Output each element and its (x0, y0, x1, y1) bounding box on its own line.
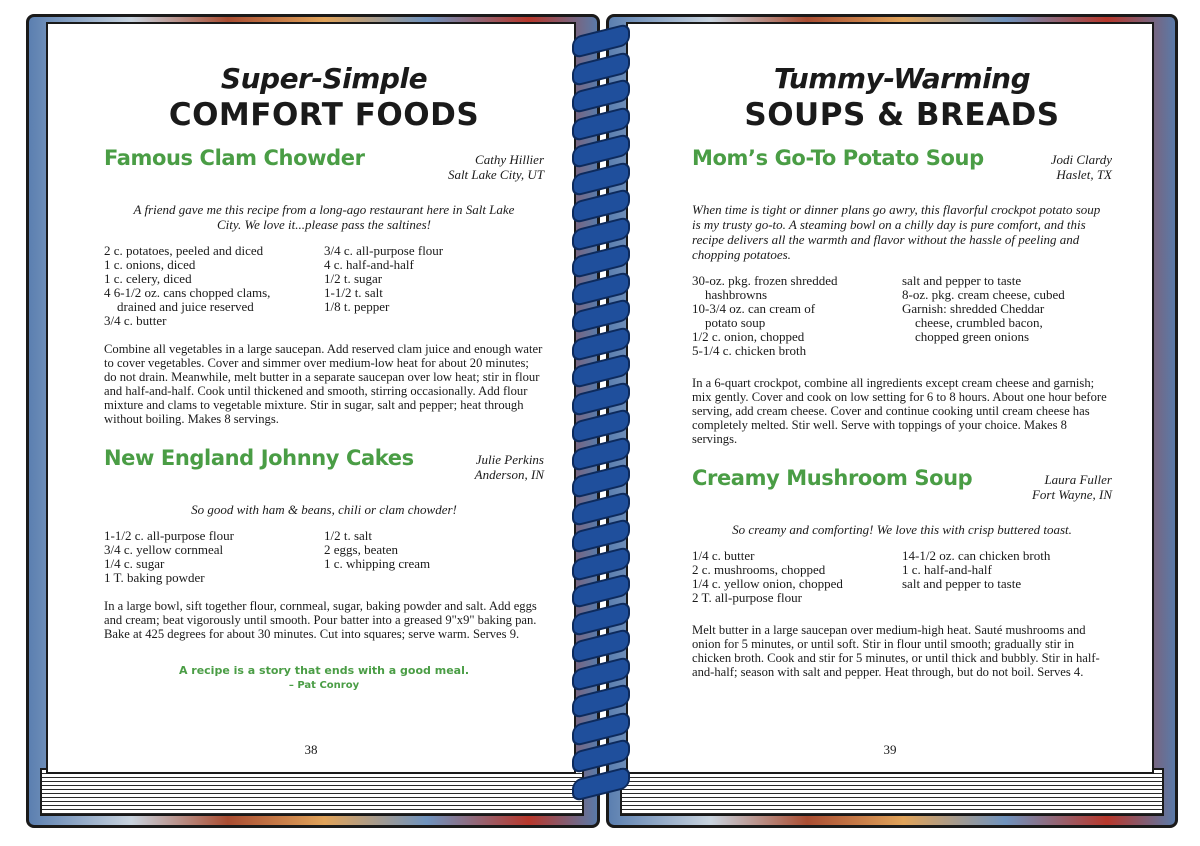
ingredient-line: 5-1/4 c. chicken broth (692, 343, 807, 358)
recipe-mushroom-soup (692, 466, 1112, 679)
ingredients-column-2 (902, 274, 1112, 358)
ingredient-line: 10-3/4 oz. can cream of (692, 301, 816, 316)
ingredient-line: chopped green onions (902, 329, 1030, 344)
author-place: Anderson, IN (474, 467, 544, 482)
ingredient-line: 3/4 c. butter (104, 313, 167, 328)
recipe-title: New England Johnny Cakes (104, 446, 414, 470)
ingredient-line: 1/8 t. pepper (324, 299, 390, 314)
ingredient-line: 30-oz. pkg. frozen shredded (692, 273, 838, 288)
ingredient-line: 1/4 c. butter (692, 548, 755, 563)
recipe-directions: In a 6-quart crockpot, combine all ingredients except cream cheese and garnish; mix gently. Cover and cook on low setting for 6 to 8 hours. About one hour before serving, add cream cheese. Cover and continue cooking until cream cheese has completely melted. Stir well. Serve with toppings of your choice. Makes 8 servings. (692, 376, 1107, 446)
quote-author: – Pat Conroy (288, 680, 360, 691)
recipe-author (1051, 152, 1112, 182)
recipe-directions: Combine all vegetables in a large saucepan. Add reserved clam juice and enough water to cover vegetables. Cover and simmer over medium-low heat for about 20 minutes; do not drain. Meanwhile, melt butter in a separate saucepan over low heat; stir in flour and half-and-half. Cook until thickened and smooth, stirring occasionally. Add flour mixture and clams to vegetable mixture. Stir in sugar, salt and pepper; heat through without boiling. Makes 8 servings. (104, 342, 543, 426)
ingredient-line: 4 c. half-and-half (324, 257, 414, 272)
right-section-subtitle: Tummy-Warming (773, 62, 1031, 95)
ingredient-line: 1/2 t. sugar (324, 271, 383, 286)
recipe-author (475, 452, 544, 482)
left-section-subtitle: Super-Simple (220, 62, 428, 95)
ingredient-line: 1 c. celery, diced (104, 271, 192, 286)
ingredients-list (104, 244, 544, 328)
recipe-directions: In a large bowl, sift together flour, cornmeal, sugar, baking powder and salt. Add eggs and cream; beat vigorously until smooth. Pour batter into a greased 9"x9" baking pan. Bake at 425 degrees for about 30 minutes. Cut into squares; serve warm. Serves 9. (104, 599, 537, 641)
ingredient-line: 1/2 c. onion, chopped (692, 329, 805, 344)
author-name: Laura Fuller (1044, 472, 1112, 487)
recipe-author (1032, 472, 1112, 502)
ingredient-line: 14-1/2 oz. can chicken broth (902, 548, 1051, 563)
recipe-intro: So good with ham & beans, chili or clam chowder! (191, 502, 457, 517)
author-place: Fort Wayne, IN (1031, 487, 1112, 502)
ingredients-column-2 (324, 529, 544, 585)
ingredient-line: 2 T. all-purpose flour (692, 590, 802, 605)
author-name: Cathy Hillier (475, 152, 544, 167)
ingredient-line: 2 eggs, beaten (324, 542, 399, 557)
ingredients-list (692, 549, 1112, 605)
ingredient-line: 1-1/2 c. all-purpose flour (104, 528, 234, 543)
quote (104, 663, 544, 693)
ingredient-line: 1 c. onions, diced (104, 257, 196, 272)
ingredient-line: 3/4 c. yellow cornmeal (104, 542, 224, 557)
ingredient-line: salt and pepper to taste (902, 273, 1022, 288)
recipe-johnny-cakes (104, 446, 544, 641)
right-page (626, 22, 1154, 774)
ingredient-line: 2 c. mushrooms, chopped (692, 562, 826, 577)
ingredients-list (104, 529, 544, 585)
ingredient-line: 1 T. baking powder (104, 570, 205, 585)
ingredients-column-1 (692, 549, 902, 605)
ingredient-line: potato soup (692, 315, 766, 330)
page-stack-left (40, 768, 584, 816)
recipe-title: Mom’s Go-To Potato Soup (692, 146, 984, 170)
ingredients-list (692, 274, 1112, 358)
quote-text: A recipe is a story that ends with a good meal. (178, 664, 470, 677)
recipe-clam-chowder (104, 146, 544, 426)
author-name: Jodi Clardy (1050, 152, 1112, 167)
recipe-intro: So creamy and comforting! We love this with crisp buttered toast. (732, 522, 1072, 537)
ingredient-line: 3/4 c. all-purpose flour (324, 243, 444, 258)
ingredient-line: drained and juice reserved (104, 299, 254, 314)
ingredient-line: 1/4 c. sugar (104, 556, 165, 571)
ingredient-line: hashbrowns (692, 287, 768, 302)
recipe-title: Creamy Mushroom Soup (692, 466, 973, 490)
ingredients-column-1 (692, 274, 902, 358)
ingredient-line: 1 c. half-and-half (902, 562, 992, 577)
recipe-author (448, 152, 544, 182)
ingredients-column-2 (902, 549, 1112, 605)
ingredient-line: 4 6-1/2 oz. cans chopped clams, (104, 285, 271, 300)
ingredient-line: 1-1/2 t. salt (324, 285, 383, 300)
author-name: Julie Perkins (475, 452, 544, 467)
ingredient-line: 1/4 c. yellow onion, chopped (692, 576, 843, 591)
recipe-directions: Melt butter in a large saucepan over medium-high heat. Sauté mushrooms and onion for 5 minutes, or until soft. Stir in flour until smooth; gradually stir in chicken broth. Cook and stir for 5 minutes, or until thick and bubbly. Stir in half-and-half; season with salt and pepper. Heat through, but do not boil. Serves 4. (692, 623, 1100, 679)
ingredients-column-1 (104, 529, 324, 585)
ingredient-line: Garnish: shredded Cheddar (902, 301, 1045, 316)
ingredients-column-2 (324, 244, 544, 328)
spiral-binding (566, 30, 632, 800)
recipe-intro: A friend gave me this recipe from a long-ago restaurant here in Salt Lake City. We love it...please pass the saltines! (133, 202, 515, 232)
ingredients-column-1 (104, 244, 324, 328)
recipe-title: Famous Clam Chowder (104, 146, 365, 170)
ingredient-line: 1/2 t. salt (324, 528, 373, 543)
ingredient-line: 2 c. potatoes, peeled and diced (104, 243, 264, 258)
page-number-right: 39 (883, 742, 897, 757)
author-place: Haslet, TX (1056, 167, 1112, 182)
right-section-title: SOUPS & BREADS (744, 97, 1060, 133)
recipe-potato-soup (692, 146, 1112, 446)
left-section-title: COMFORT FOODS (168, 97, 480, 133)
page-number-left: 38 (304, 742, 318, 757)
recipe-intro: When time is tight or dinner plans go awry, this flavorful crockpot potato soup is my trusty go-to. A steaming bowl on a chilly day is pure comfort, and this recipe delivers all the warmth and flavor without the hassle of peeling and chopping potatoes. (692, 202, 1101, 262)
ingredient-line: salt and pepper to taste (902, 576, 1022, 591)
left-page (46, 22, 576, 774)
ingredient-line: cheese, crumbled bacon, (902, 315, 1043, 330)
author-place: Salt Lake City, UT (447, 167, 544, 182)
ingredient-line: 8-oz. pkg. cream cheese, cubed (902, 287, 1065, 302)
ingredient-line: 1 c. whipping cream (324, 556, 431, 571)
page-stack-right (620, 768, 1164, 816)
